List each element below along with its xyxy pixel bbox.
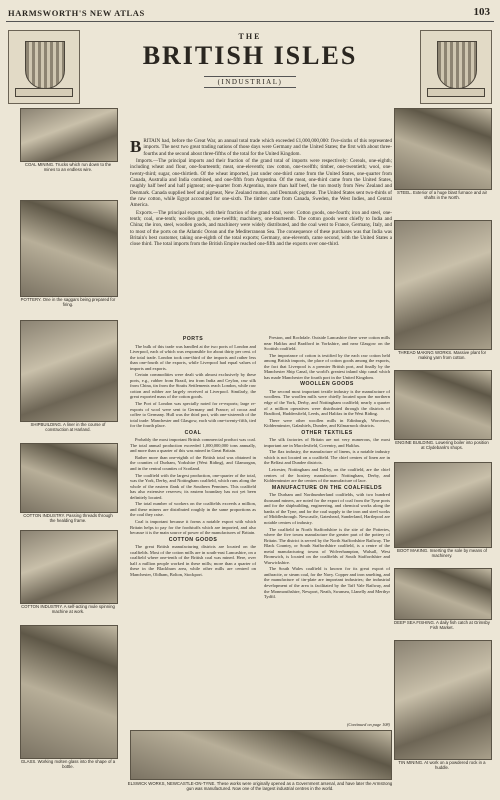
caption-deep-sea-fishing: DEEP SEA FISHING. A daily fish catch at Grimsby Fish Market.	[394, 620, 490, 631]
paragraph: The bulk of this trade was handled at the two ports of London and Liverpool, each of which was responsible for about thirty per cent. of the total trade. London took one-third of the imports and rather less than one-fourth of the exports, while Liverpool had equal values of imports and exports.	[130, 343, 256, 371]
caption-elswick-works: ELSWICK WORKS, NEWCASTLE-ON-TYNE. These works were originally opened as a Government arsenal, and have later the Armstrong gun was manufactured. Now one of the largest industrial centres in the world.	[127, 781, 393, 792]
text-column-2	[264, 335, 390, 730]
caption-coal-mining: COAL MINING. Trucks which run down to the mines to an endless wire.	[24, 162, 112, 173]
page-title: BRITISH ISLES	[142, 41, 358, 70]
paragraph: Leicester, Nottingham and Derby, on the coalfield, are the chief centres of the hosiery manufacture. Nottingham, Derby, and Kidderminster are the centres of the manufacture of lace.	[264, 467, 390, 484]
heading-manufacture-coalfields: MANUFACTURE ON THE COALFIELDS	[271, 484, 383, 491]
heading-woollen-goods: WOOLLEN GOODS	[300, 381, 354, 388]
photo-pottery	[20, 200, 118, 297]
photo-deep-sea-fishing	[394, 568, 492, 620]
shield-icon	[437, 41, 477, 89]
paragraph: The total number of workers on the coalfields exceeds a million, and these miners are distributed roughly in the same proportions as the coal they raise.	[130, 501, 256, 518]
intro-paragraph-2: Imports.—The principal imports and their fraction of the grand total of imports were respectively: Cereals, one-eighth; including wheat and flour, one-fourteenth; meat, one-eleventh; raw cotton, one-twelfth; timber, one-twentieth; wool, one-twenty-third; sugar, one-thirtieth. Of the wheat imported, just under one-third came from the United States, one-quarter from Canada, Australia and India combined, and one-fifth from Argentina. Of the meat, one-third came from the United States, roughly half beef and half pigmeat; one-quarter from Argentina, more than half beef, the ton mostly from New Zealand and Denmark. Canada supplied beef and pigmeat, New Zealand mutton, and Denmark pigmeat. The United States sent two-thirds of the raw cotton, while Egypt accounted for one-sixth. The timber came from Canada, Sweden, the West Indies, and Central America.	[130, 158, 392, 209]
paragraph: The great British manufacturing districts are located on the coalfields. Most of the cotton mills are in south-east Lancashire, on a coalfield where one-tenth of the British coal was mined. Here, over half a million people worked in these mills; more than a quarter of these in the Blackburn area, while other mills are centred on Manchester, Oldham, Bolton, Stockport.	[130, 544, 256, 577]
paragraph: The importance of cotton is testified by the each raw cotton held among British imports, the place of cotton goods among the exports, the fact that Liverpool is a premier British port, and finally by the Manchester Ship Canal, the world's greatest inland ship canal which has made Manchester the fourth port in the United Kingdom.	[264, 352, 390, 380]
caption-glass: GLASS. Working molten glass into the shape of a bottle.	[20, 759, 116, 770]
paragraph: The flax industry, the manufacture of linens, is a notable industry which is not located on a coalfield. The chief centres of linen are in the Belfast and Dundee districts.	[264, 449, 390, 466]
royal-arms-emblem-right	[420, 30, 492, 104]
page-subtitle: (INDUSTRIAL)	[204, 76, 297, 88]
paragraph: Coal is important because it forms a notable export with which Britain helps to pay for the foodstuffs which are imported, and also because it is the main source of power of the manufactures of Britain.	[130, 518, 256, 536]
continued-note: (Continued on page 108)	[346, 722, 390, 727]
photo-elswick-works	[130, 730, 392, 780]
photo-boot-making	[394, 462, 492, 548]
paragraph: The second most important textile industry is the manufacture of woollens. The woollen mills were chiefly located upon the northern edge of the York, Derby, and Nottingham coalfield; nearly a quarter of a million operatives were distributed through the districts of Bradford, Huddersfield, Leeds, and Halifax in the West Riding.	[264, 388, 390, 417]
paragraph: Preston, and Rochdale. Outside Lancashire there were cotton mills near Halifax and Bradford in Yorkshire, and near Glasgow on the Scottish coalfield.	[264, 335, 390, 352]
paragraph: Rather more than one-eighth of the British total was obtained in the counties of Durham, Yorkshire (West Riding), and Glamorgan, and in the central counties of Scotland.	[130, 454, 256, 472]
intro-text	[130, 138, 392, 330]
caption-boot-making: BOOT MAKING. Inserting the sole by means of machinery.	[397, 548, 487, 559]
photo-cotton-industry-1	[20, 443, 118, 513]
page-number: 103	[473, 6, 490, 18]
photo-cotton-industry-2	[20, 530, 118, 604]
paragraph: The Port of London was specially noted for re-exports; large re-exports of wool were sent to Germany and France; of cocoa and coffee to Germany. Hull was the third port, with one-sixteenth of the total trade: Manchester and Glasgow, each with one-twenty-fifth, tied for the fourth place.	[130, 401, 256, 429]
heading-other-textiles: OTHER TEXTILES	[301, 429, 353, 436]
paragraph: The South Wales coalfield is known for its great export of anthracite, or steam coal, for the Navy. Copper and iron smelting, and the manufacture of tin-plate are important industries; the industrial development of the area is facilitated by the Taff Vale Railway, and the Monmouthshire, Newport, Neath, Swansea, Llanelly and Merthyr Tydfil.	[264, 566, 390, 600]
paragraph: The Durham and Northumberland coalfields, with two hundred thousand miners, are noted for the export of coal from the Tyne ports and for the shipbuilding, engineering, and chemical works along the banks of the Tyne, and for the coal supply to the iron and steel works of Middlesbrough. Newcastle, Gateshead, Sunderland, Hartlepool are notable centres of industry.	[264, 492, 390, 525]
heading-ports: PORTS	[182, 336, 204, 342]
heading-cotton-goods: COTTON GOODS	[168, 536, 218, 543]
paragraph: The coalfield with the largest production, one-quarter of the total, was the York, Derby, and Nottingham coalfield, which runs along the whole of the eastern flank of the Southern Pennines. This coalfield has also extensive reserves; its eastern boundary has not yet been definitely located.	[130, 472, 256, 500]
title-the: THE	[238, 32, 262, 41]
drop-cap: B	[130, 138, 142, 156]
photo-tin-mining	[394, 640, 492, 760]
caption-shipbuilding: SHIPBUILDING. A liner in the course of construction at Harland.	[30, 422, 106, 433]
royal-arms-emblem-left	[8, 30, 80, 104]
photo-steel	[394, 108, 492, 190]
caption-steel: STEEL. Exterior of a huge blast furnace and air shafts in the North.	[396, 190, 488, 201]
paragraph: There were other woollen mills in Edinburgh, Worcester, Kidderminster, Galashiels, Dundee, and Kilmarnock districts.	[264, 417, 390, 429]
heading-coal: COAL	[184, 429, 202, 436]
caption-pottery: POTTERY. One in the saggars being prepared for firing.	[20, 297, 116, 308]
shield-icon	[25, 41, 65, 89]
paragraph: Probably the most important British commercial product was coal. The total annual production exceeded 1,000,000,000 tons annually, and more than a quarter of this was mined in Great Britain.	[130, 437, 256, 454]
intro-paragraph-1: RITAIN had, before the Great War, an annual total trade which exceeded £1,000,000,000: five-sixths of this represented imports. The next two great trading nations of those days were Germany and the United States; the first with about three-fourths and the second about three-fifths of the total for the United Kingdom.	[143, 138, 392, 157]
intro-paragraph-3: Exports.—The principal exports, with their fraction of the grand total, were: Cotton goods, one-fourth; iron and steel, one-tenth; coal, one-tenth; woollen goods, one-twelfth; machinery, one-fourteenth. The cotton goods went chiefly to India and China; the iron, steel, woollen goods, and machinery were widely distributed, and the coal went to France, Germany, Italy, and to most of the ports on the Atlantic Ocean and the Mediterranean Sea. The consequence of these purchases was that India was Britain's best customer, taking one-eighth of the total exports; Germany, one-eleventh, came second, with the United States a close third. The total imports from the British Empire reached one-fifth and the exports over one-third.	[130, 209, 392, 248]
caption-cotton-industry-2: COTTON INDUSTRY. A self-acting mule spinning machine at work.	[21, 604, 115, 615]
running-header: HARMSWORTH'S NEW ATLAS	[8, 8, 145, 18]
photo-glass	[20, 625, 118, 759]
motto-band	[15, 88, 73, 97]
photo-coal-mining	[20, 108, 118, 162]
caption-cotton-industry-1: COTTON INDUSTRY. Passing threads through the healding frame.	[23, 513, 113, 524]
caption-thread-making: THREAD MAKING WORKS. Massive plant for making yarn from cotton.	[397, 350, 487, 361]
paragraph: The silk factories of Britain are not very numerous, the most important are in Macclesfield, Coventry, and Halifax.	[264, 437, 390, 448]
paragraph: Certain commodities were dealt with almost exclusively by these ports, e.g., rubber from Brazil, tea from India and Ceylon, raw silk from China, tin from the Straits Settlements reach London, while raw cotton and rubber are largely received at Liverpool. Similarly, the great exported mass of the cotton goods.	[130, 372, 256, 400]
photo-thread-making	[394, 220, 492, 350]
header-rule	[6, 21, 494, 22]
text-column-1	[130, 335, 256, 730]
motto-band	[427, 88, 485, 97]
photo-engine-building	[394, 370, 492, 440]
title-block	[112, 32, 388, 104]
photo-shipbuilding	[20, 320, 118, 422]
caption-engine-building: ENGINE BUILDING. Lowering boiler into position at Clydebank's shops.	[395, 440, 489, 451]
paragraph: The coalfield in North Staffordshire is the site of the Potteries, where the five towns manufacture the greater part of the pottery of Britain. The district is served by the North Staffordshire Railway. The Black Country, or South Staffordshire coalfield, is a centre of the metal manufacturing towns of Wolverhampton, Walsall, West Bromwich, is located on the coalfields of South Staffordshire and Warwickshire.	[264, 526, 390, 565]
caption-tin-mining: TIN MINING. At work on a powdered rock in a huddle.	[398, 760, 486, 771]
